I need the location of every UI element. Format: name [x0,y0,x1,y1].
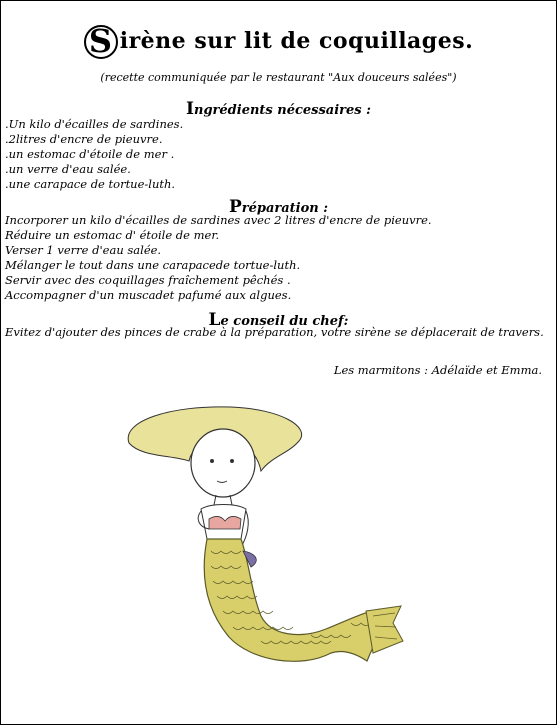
signature: Les marmitons : Adélaïde et Emma. [333,363,542,377]
mermaid-illustration [111,391,411,701]
mermaid-fin [366,606,403,653]
ingredient-item: .2litres d'encre de pieuvre. [5,132,163,146]
preparation-step: Verser 1 verre d'eau salée. [5,243,162,257]
ingredient-item: .une carapace de tortue-luth. [5,177,176,191]
title-initial: S [84,25,118,59]
mermaid-face [191,429,255,497]
ingredients-heading-initial: I [186,99,194,119]
mermaid-eye [230,459,234,463]
preparation-step: Réduire un estomac d' étoile de mer. [5,228,220,242]
ingredients-heading-text: ngrédients nécessaires : [194,103,371,118]
page-title [1,22,556,60]
preparation-step: Mélanger le tout dans une carapacede tortue-luth. [5,258,301,272]
preparation-steps [5,213,548,303]
preparation-step: Servir avec des coquillages fraîchement pêchés . [5,273,291,287]
ingredients-heading [1,99,556,119]
chef-tip-heading-text: e conseil du chef: [220,314,349,329]
ingredient-item: .Un kilo d'écailles de sardines. [5,117,184,131]
chef-tip-heading-initial: L [208,310,221,330]
ingredients-list [5,117,548,192]
ingredient-item: .un estomac d'étoile de mer . [5,147,175,161]
preparation-heading-text: réparation : [241,201,329,216]
preparation-step: Incorporer un kilo d'écailles de sardines avec 2 litres d'encre de pieuvre. [5,213,432,227]
preparation-heading-initial: P [228,197,242,217]
chef-tip-text-block [5,325,548,340]
subtitle: (recette communiquée par le restaurant "Aux douceurs salées") [100,71,457,84]
mermaid-eye [210,459,214,463]
chef-tip-text: Evitez d'ajouter des pinces de crabe à la préparation, votre sirène se déplacerait de travers. [5,325,544,339]
title-text: irène sur lit de coquillages. [119,28,474,54]
ingredient-item: .un verre d'eau salée. [5,162,131,176]
preparation-step: Accompagner d'un muscadet pafumé aux algues. [5,288,292,302]
